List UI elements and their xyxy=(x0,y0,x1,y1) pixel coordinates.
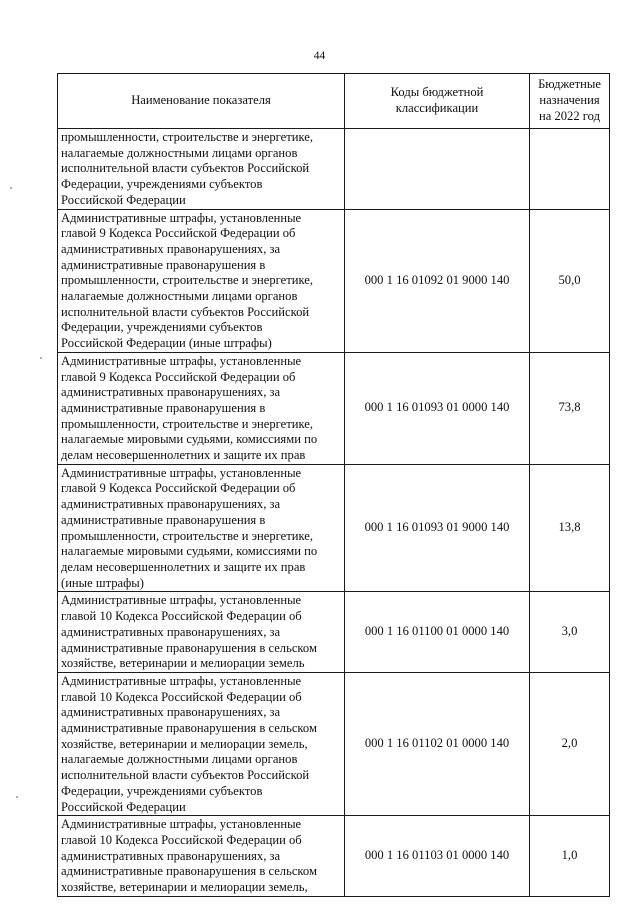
table-header-row xyxy=(58,74,610,129)
budget-code-cell xyxy=(345,129,530,210)
indicator-name-line: административных правонарушениях, за xyxy=(61,241,281,256)
indicator-name-line: промышленности, строительстве и энергетике, xyxy=(61,528,314,543)
budget-allocation-cell xyxy=(530,129,610,210)
indicator-name-cell xyxy=(58,672,345,815)
budget-code-cell: 000 1 16 01092 01 9000 140 xyxy=(345,209,530,352)
indicator-name-line: административные правонарушения в сельском xyxy=(61,721,317,736)
budget-table xyxy=(57,73,610,897)
indicator-name-cell xyxy=(58,209,345,352)
header-indicator-name: Наименование показателя xyxy=(58,74,345,129)
header-budget-code: Коды бюджетной классификации xyxy=(345,74,530,129)
indicator-name-line: Административные штрафы, установленные xyxy=(61,353,302,368)
indicator-name-line: административных правонарушениях, за xyxy=(61,705,281,720)
indicator-name-line: хозяйстве, ветеринарии и мелиорации земель xyxy=(61,656,305,671)
indicator-name-line: хозяйстве, ветеринарии и мелиорации земель, xyxy=(61,880,308,895)
indicator-name-line: хозяйстве, ветеринарии и мелиорации земель, xyxy=(61,736,308,751)
indicator-name-line: главой 9 Кодекса Российской Федерации об xyxy=(61,226,296,241)
indicator-name-line: налагаемые мировыми судьями, комиссиями по xyxy=(61,544,318,559)
indicator-name-line: промышленности, строительстве и энергетике, xyxy=(61,130,314,144)
indicator-name-line: исполнительной власти субъектов Российской xyxy=(61,768,310,783)
indicator-name-cell xyxy=(58,352,345,464)
indicator-name-line: исполнительной власти субъектов Российской xyxy=(61,304,310,319)
table-body xyxy=(58,129,610,897)
indicator-name-line: налагаемые мировыми судьями, комиссиями по xyxy=(61,432,318,447)
budget-allocation-cell: 2,0 xyxy=(530,672,610,815)
table-row xyxy=(58,592,610,673)
indicator-name-line: административных правонарушениях, за xyxy=(61,497,281,512)
page-number: 44 xyxy=(313,50,326,62)
table-row xyxy=(58,129,610,210)
budget-allocation-cell: 1,0 xyxy=(530,816,610,897)
budget-allocation-cell: 3,0 xyxy=(530,592,610,673)
indicator-name-cell xyxy=(58,816,345,897)
indicator-name-line: налагаемые должностными лицами органов xyxy=(61,289,298,304)
indicator-name-line: главой 9 Кодекса Российской Федерации об xyxy=(61,481,296,496)
indicator-name-line: налагаемые должностными лицами органов xyxy=(61,752,298,767)
table-row xyxy=(58,464,610,592)
indicator-name-line: Российской Федерации xyxy=(61,799,186,814)
indicator-name-line: Федерации, учреждениями субъектов xyxy=(61,177,263,192)
indicator-name-line: налагаемые должностными лицами органов xyxy=(61,145,298,160)
indicator-name-line: Российской Федерации xyxy=(61,192,186,207)
indicator-name-line: исполнительной власти субъектов Российской xyxy=(61,161,310,176)
scan-speck xyxy=(16,796,18,798)
scan-speck xyxy=(10,187,12,189)
indicator-name-line: (иные штрафы) xyxy=(61,575,144,590)
indicator-name-line: делам несовершеннолетних и защите их прав xyxy=(61,559,306,574)
indicator-name-cell xyxy=(58,464,345,592)
indicator-name-line: административные правонарушения в сельском xyxy=(61,864,317,879)
budget-code-cell: 000 1 16 01103 01 0000 140 xyxy=(345,816,530,897)
indicator-name-cell xyxy=(58,592,345,673)
indicator-name-line: административных правонарушениях, за xyxy=(61,385,281,400)
indicator-name-line: Административные штрафы, установленные xyxy=(61,210,302,225)
indicator-name-line: промышленности, строительстве и энергетике, xyxy=(61,273,314,288)
indicator-name-line: административные правонарушения в xyxy=(61,400,266,415)
table-row xyxy=(58,209,610,352)
indicator-name-line: Административные штрафы, установленные xyxy=(61,465,302,480)
indicator-name-line: административных правонарушениях, за xyxy=(61,624,281,639)
indicator-name-line: Административные штрафы, установленные xyxy=(61,593,302,608)
indicator-name-line: Федерации, учреждениями субъектов xyxy=(61,783,263,798)
budget-code-cell: 000 1 16 01102 01 0000 140 xyxy=(345,672,530,815)
budget-code-cell: 000 1 16 01100 01 0000 140 xyxy=(345,592,530,673)
table-row xyxy=(58,352,610,464)
indicator-name-line: Федерации, учреждениями субъектов xyxy=(61,320,263,335)
scan-speck xyxy=(40,357,42,359)
indicator-name-line: Административные штрафы, установленные xyxy=(61,673,302,688)
budget-allocation-cell: 50,0 xyxy=(530,209,610,352)
indicator-name-line: делам несовершеннолетних и защите их прав xyxy=(61,448,306,463)
budget-allocation-cell: 73,8 xyxy=(530,352,610,464)
budget-code-cell: 000 1 16 01093 01 0000 140 xyxy=(345,352,530,464)
budget-allocation-cell: 13,8 xyxy=(530,464,610,592)
indicator-name-line: Российской Федерации (иные штрафы) xyxy=(61,336,272,351)
indicator-name-line: промышленности, строительстве и энергетике, xyxy=(61,416,314,431)
indicator-name-line: главой 10 Кодекса Российской Федерации об xyxy=(61,609,302,624)
indicator-name-cell xyxy=(58,129,345,210)
table-row xyxy=(58,816,610,897)
budget-code-cell: 000 1 16 01093 01 9000 140 xyxy=(345,464,530,592)
table-row xyxy=(58,672,610,815)
indicator-name-line: главой 10 Кодекса Российской Федерации об xyxy=(61,689,302,704)
indicator-name-line: главой 10 Кодекса Российской Федерации об xyxy=(61,832,302,847)
indicator-name-line: административные правонарушения в сельском xyxy=(61,640,317,655)
indicator-name-line: Административные штрафы, установленные xyxy=(61,817,302,832)
indicator-name-line: административные правонарушения в xyxy=(61,257,266,272)
indicator-name-line: административных правонарушениях, за xyxy=(61,848,281,863)
header-budget-allocation: Бюджетные назначения на 2022 год xyxy=(530,74,610,129)
indicator-name-line: главой 9 Кодекса Российской Федерации об xyxy=(61,369,296,384)
indicator-name-line: административные правонарушения в xyxy=(61,512,266,527)
